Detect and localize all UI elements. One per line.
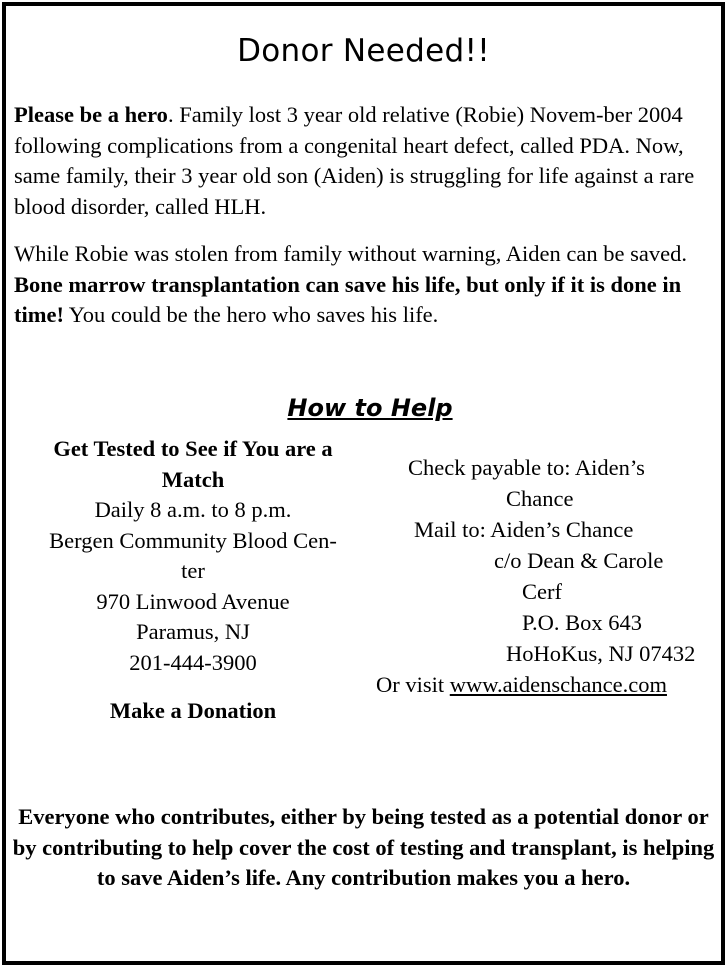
donation-heading: Make a Donation bbox=[109, 698, 277, 723]
testing-phone: 201-444-3900 bbox=[129, 649, 257, 675]
mail-line3: Mail to: Aiden’s Chance bbox=[414, 517, 634, 542]
how-to-help-heading: How to Help bbox=[287, 394, 453, 422]
mail-line6: P.O. Box 643 bbox=[522, 610, 643, 635]
website-line bbox=[372, 669, 722, 700]
closing-statement: Everyone who contributes, either by being tested as a potential donor or by contributing to help cover the cost of testing and transplant, is helping to save Aiden’s life. Any contribution makes you a hero. bbox=[12, 804, 715, 890]
intro-paragraph bbox=[14, 100, 704, 223]
intro-lead: Please be a hero bbox=[14, 102, 168, 127]
mail-line4: c/o Dean & Carole bbox=[494, 548, 664, 573]
mail-info bbox=[372, 452, 722, 700]
mail-line1: Check payable to: Aiden’s bbox=[408, 455, 645, 480]
website-link[interactable]: www.aidenschance.com bbox=[449, 672, 667, 697]
story-emphasis: Bone marrow transplantation can save his life, but only if it is done in time! bbox=[14, 271, 682, 328]
testing-city: Paramus, NJ bbox=[136, 619, 250, 644]
testing-hours: Daily 8 a.m. to 8 p.m. bbox=[94, 497, 292, 522]
mail-line7: HoHoKus, NJ 07432 bbox=[506, 641, 696, 666]
testing-heading-line2: Match bbox=[161, 466, 225, 492]
visit-prefix: Or visit bbox=[376, 672, 450, 697]
testing-info bbox=[18, 434, 368, 678]
mail-line2: Chance bbox=[506, 486, 574, 511]
flyer-title: Donor Needed!! bbox=[237, 33, 490, 69]
story-text-end: You could be the hero who saves his life. bbox=[63, 302, 439, 328]
story-paragraph bbox=[14, 239, 704, 331]
mail-line5: Cerf bbox=[522, 579, 562, 604]
blood-center-line1: Bergen Community Blood Cen- bbox=[49, 527, 337, 553]
blood-center-line2: ter bbox=[181, 558, 205, 583]
testing-heading-line1: Get Tested to See if You are a bbox=[53, 436, 333, 461]
testing-street: 970 Linwood Avenue bbox=[96, 588, 290, 614]
story-text-start: While Robie was stolen from family without warning, Aiden can be saved. bbox=[14, 241, 687, 266]
intro-text: . Family lost 3 year old relative (Robie) Novem-ber 2004 following complications from a congenital heart defect, called PDA. Now, same family, their 3 year old son (Aiden) is struggling for life against a rare blood disorder, called HLH. bbox=[14, 102, 695, 220]
